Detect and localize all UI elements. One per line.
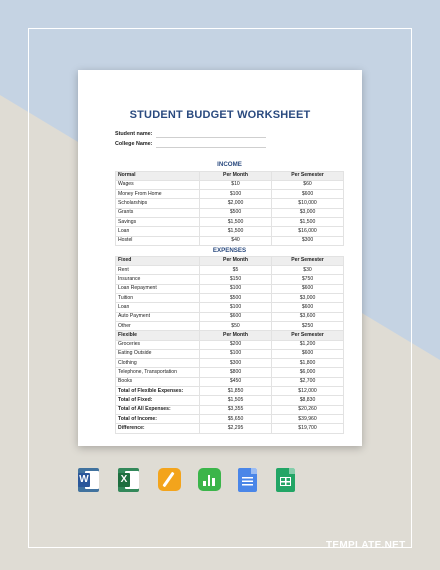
row-label: Savings	[116, 217, 200, 226]
flexible-header-row	[116, 331, 344, 340]
table-row	[116, 190, 344, 199]
per-month-cell: $1,505	[200, 396, 272, 405]
table-row	[116, 359, 344, 368]
expenses-section-row	[116, 245, 344, 256]
row-label: Grants	[116, 208, 200, 217]
word-icon[interactable]: W	[78, 468, 99, 492]
header-cell: Per Month	[200, 171, 272, 180]
header-cell: Per Month	[200, 331, 272, 340]
row-label: Telephone, Transportation	[116, 368, 200, 377]
per-month-cell: $40	[200, 236, 272, 245]
total-row	[116, 387, 344, 396]
row-label: Groceries	[116, 340, 200, 349]
per-semester-cell: $39,960	[272, 414, 344, 423]
expenses-section-title: EXPENSES	[116, 245, 344, 256]
row-label: Loan Repayment	[116, 284, 200, 293]
brand-logo: TEMPLATE.NET	[326, 540, 406, 551]
per-month-cell: $1,850	[200, 387, 272, 396]
row-label: Scholarships	[116, 199, 200, 208]
row-label: Wages	[116, 180, 200, 189]
table-row	[116, 377, 344, 386]
per-month-cell: $2,000	[200, 199, 272, 208]
per-month-cell: $5	[200, 266, 272, 275]
row-label: Loan	[116, 227, 200, 236]
per-semester-cell: $19,700	[272, 424, 344, 433]
per-semester-cell: $300	[272, 236, 344, 245]
per-month-cell: $50	[200, 321, 272, 330]
income-section-row	[116, 160, 344, 171]
per-semester-cell: $30	[272, 266, 344, 275]
table-row	[116, 368, 344, 377]
table-row	[116, 340, 344, 349]
pages-icon[interactable]	[158, 468, 181, 491]
college-name-label: College Name:	[115, 141, 153, 147]
table-row	[116, 199, 344, 208]
per-month-cell: $100	[200, 349, 272, 358]
student-name-line	[156, 137, 266, 138]
excel-icon[interactable]: X	[118, 468, 139, 492]
header-cell: Per Semester	[272, 171, 344, 180]
total-label: Total of Fixed:	[116, 396, 200, 405]
per-semester-cell: $16,000	[272, 227, 344, 236]
row-label: Auto Payment	[116, 312, 200, 321]
table-row	[116, 236, 344, 245]
per-semester-cell: $750	[272, 275, 344, 284]
per-semester-cell: $12,000	[272, 387, 344, 396]
fixed-header-row	[116, 256, 344, 265]
per-semester-cell: $600	[272, 349, 344, 358]
table-row	[116, 303, 344, 312]
per-month-cell: $3,355	[200, 405, 272, 414]
row-label: Eating Outside	[116, 349, 200, 358]
worksheet-page	[78, 70, 362, 446]
income-header-row	[116, 171, 344, 180]
total-row	[116, 424, 344, 433]
total-label: Total of All Expenses:	[116, 405, 200, 414]
per-month-cell: $1,500	[200, 217, 272, 226]
header-cell: Normal	[116, 171, 200, 180]
per-semester-cell: $1,500	[272, 217, 344, 226]
per-month-cell: $100	[200, 284, 272, 293]
per-semester-cell: $2,700	[272, 377, 344, 386]
per-month-cell: $300	[200, 359, 272, 368]
per-month-cell: $5,650	[200, 414, 272, 423]
per-month-cell: $600	[200, 312, 272, 321]
row-label: Clothing	[116, 359, 200, 368]
table-row	[116, 227, 344, 236]
per-month-cell: $10	[200, 180, 272, 189]
per-semester-cell: $3,000	[272, 294, 344, 303]
per-semester-cell: $6,000	[272, 368, 344, 377]
header-cell: Per Semester	[272, 256, 344, 265]
total-label: Difference:	[116, 424, 200, 433]
total-label: Total of Flexible Expenses:	[116, 387, 200, 396]
header-cell: Per Semester	[272, 331, 344, 340]
table-row	[116, 321, 344, 330]
per-semester-cell: $600	[272, 284, 344, 293]
header-cell: Flexible	[116, 331, 200, 340]
table-row	[116, 284, 344, 293]
per-semester-cell: $3,000	[272, 208, 344, 217]
table-row	[116, 275, 344, 284]
table-row	[116, 217, 344, 226]
table-row	[116, 266, 344, 275]
row-label: Other	[116, 321, 200, 330]
numbers-icon[interactable]	[198, 468, 221, 491]
per-semester-cell: $600	[272, 303, 344, 312]
per-month-cell: $1,500	[200, 227, 272, 236]
row-label: Money From Home	[116, 190, 200, 199]
per-month-cell: $500	[200, 208, 272, 217]
google-docs-icon[interactable]	[238, 468, 257, 492]
per-month-cell: $150	[200, 275, 272, 284]
row-label: Insurance	[116, 275, 200, 284]
header-cell: Per Month	[200, 256, 272, 265]
row-label: Loan	[116, 303, 200, 312]
table-row	[116, 312, 344, 321]
per-semester-cell: $1,800	[272, 359, 344, 368]
per-semester-cell: $3,600	[272, 312, 344, 321]
total-row	[116, 396, 344, 405]
table-row	[116, 294, 344, 303]
per-month-cell: $100	[200, 303, 272, 312]
table-row	[116, 208, 344, 217]
row-label: Rent	[116, 266, 200, 275]
per-month-cell: $2,295	[200, 424, 272, 433]
worksheet-title: STUDENT BUDGET WORKSHEET	[129, 109, 311, 121]
row-label: Hostel	[116, 236, 200, 245]
per-semester-cell: $60	[272, 180, 344, 189]
table-row	[116, 180, 344, 189]
college-name-line	[156, 147, 266, 148]
total-label: Total of Income:	[116, 414, 200, 423]
per-month-cell: $800	[200, 368, 272, 377]
google-sheets-icon[interactable]	[276, 468, 295, 492]
row-label: Tuition	[116, 294, 200, 303]
per-semester-cell: $10,000	[272, 199, 344, 208]
total-row	[116, 405, 344, 414]
student-name-label: Student name:	[115, 131, 153, 137]
row-label: Books	[116, 377, 200, 386]
table-row	[116, 349, 344, 358]
per-month-cell: $200	[200, 340, 272, 349]
per-semester-cell: $600	[272, 190, 344, 199]
per-month-cell: $450	[200, 377, 272, 386]
header-cell: Fixed	[116, 256, 200, 265]
budget-table	[115, 160, 344, 434]
per-semester-cell: $250	[272, 321, 344, 330]
per-month-cell: $500	[200, 294, 272, 303]
total-row	[116, 414, 344, 423]
per-semester-cell: $8,830	[272, 396, 344, 405]
per-semester-cell: $1,200	[272, 340, 344, 349]
income-section-title: INCOME	[116, 160, 344, 171]
per-semester-cell: $20,260	[272, 405, 344, 414]
per-month-cell: $100	[200, 190, 272, 199]
